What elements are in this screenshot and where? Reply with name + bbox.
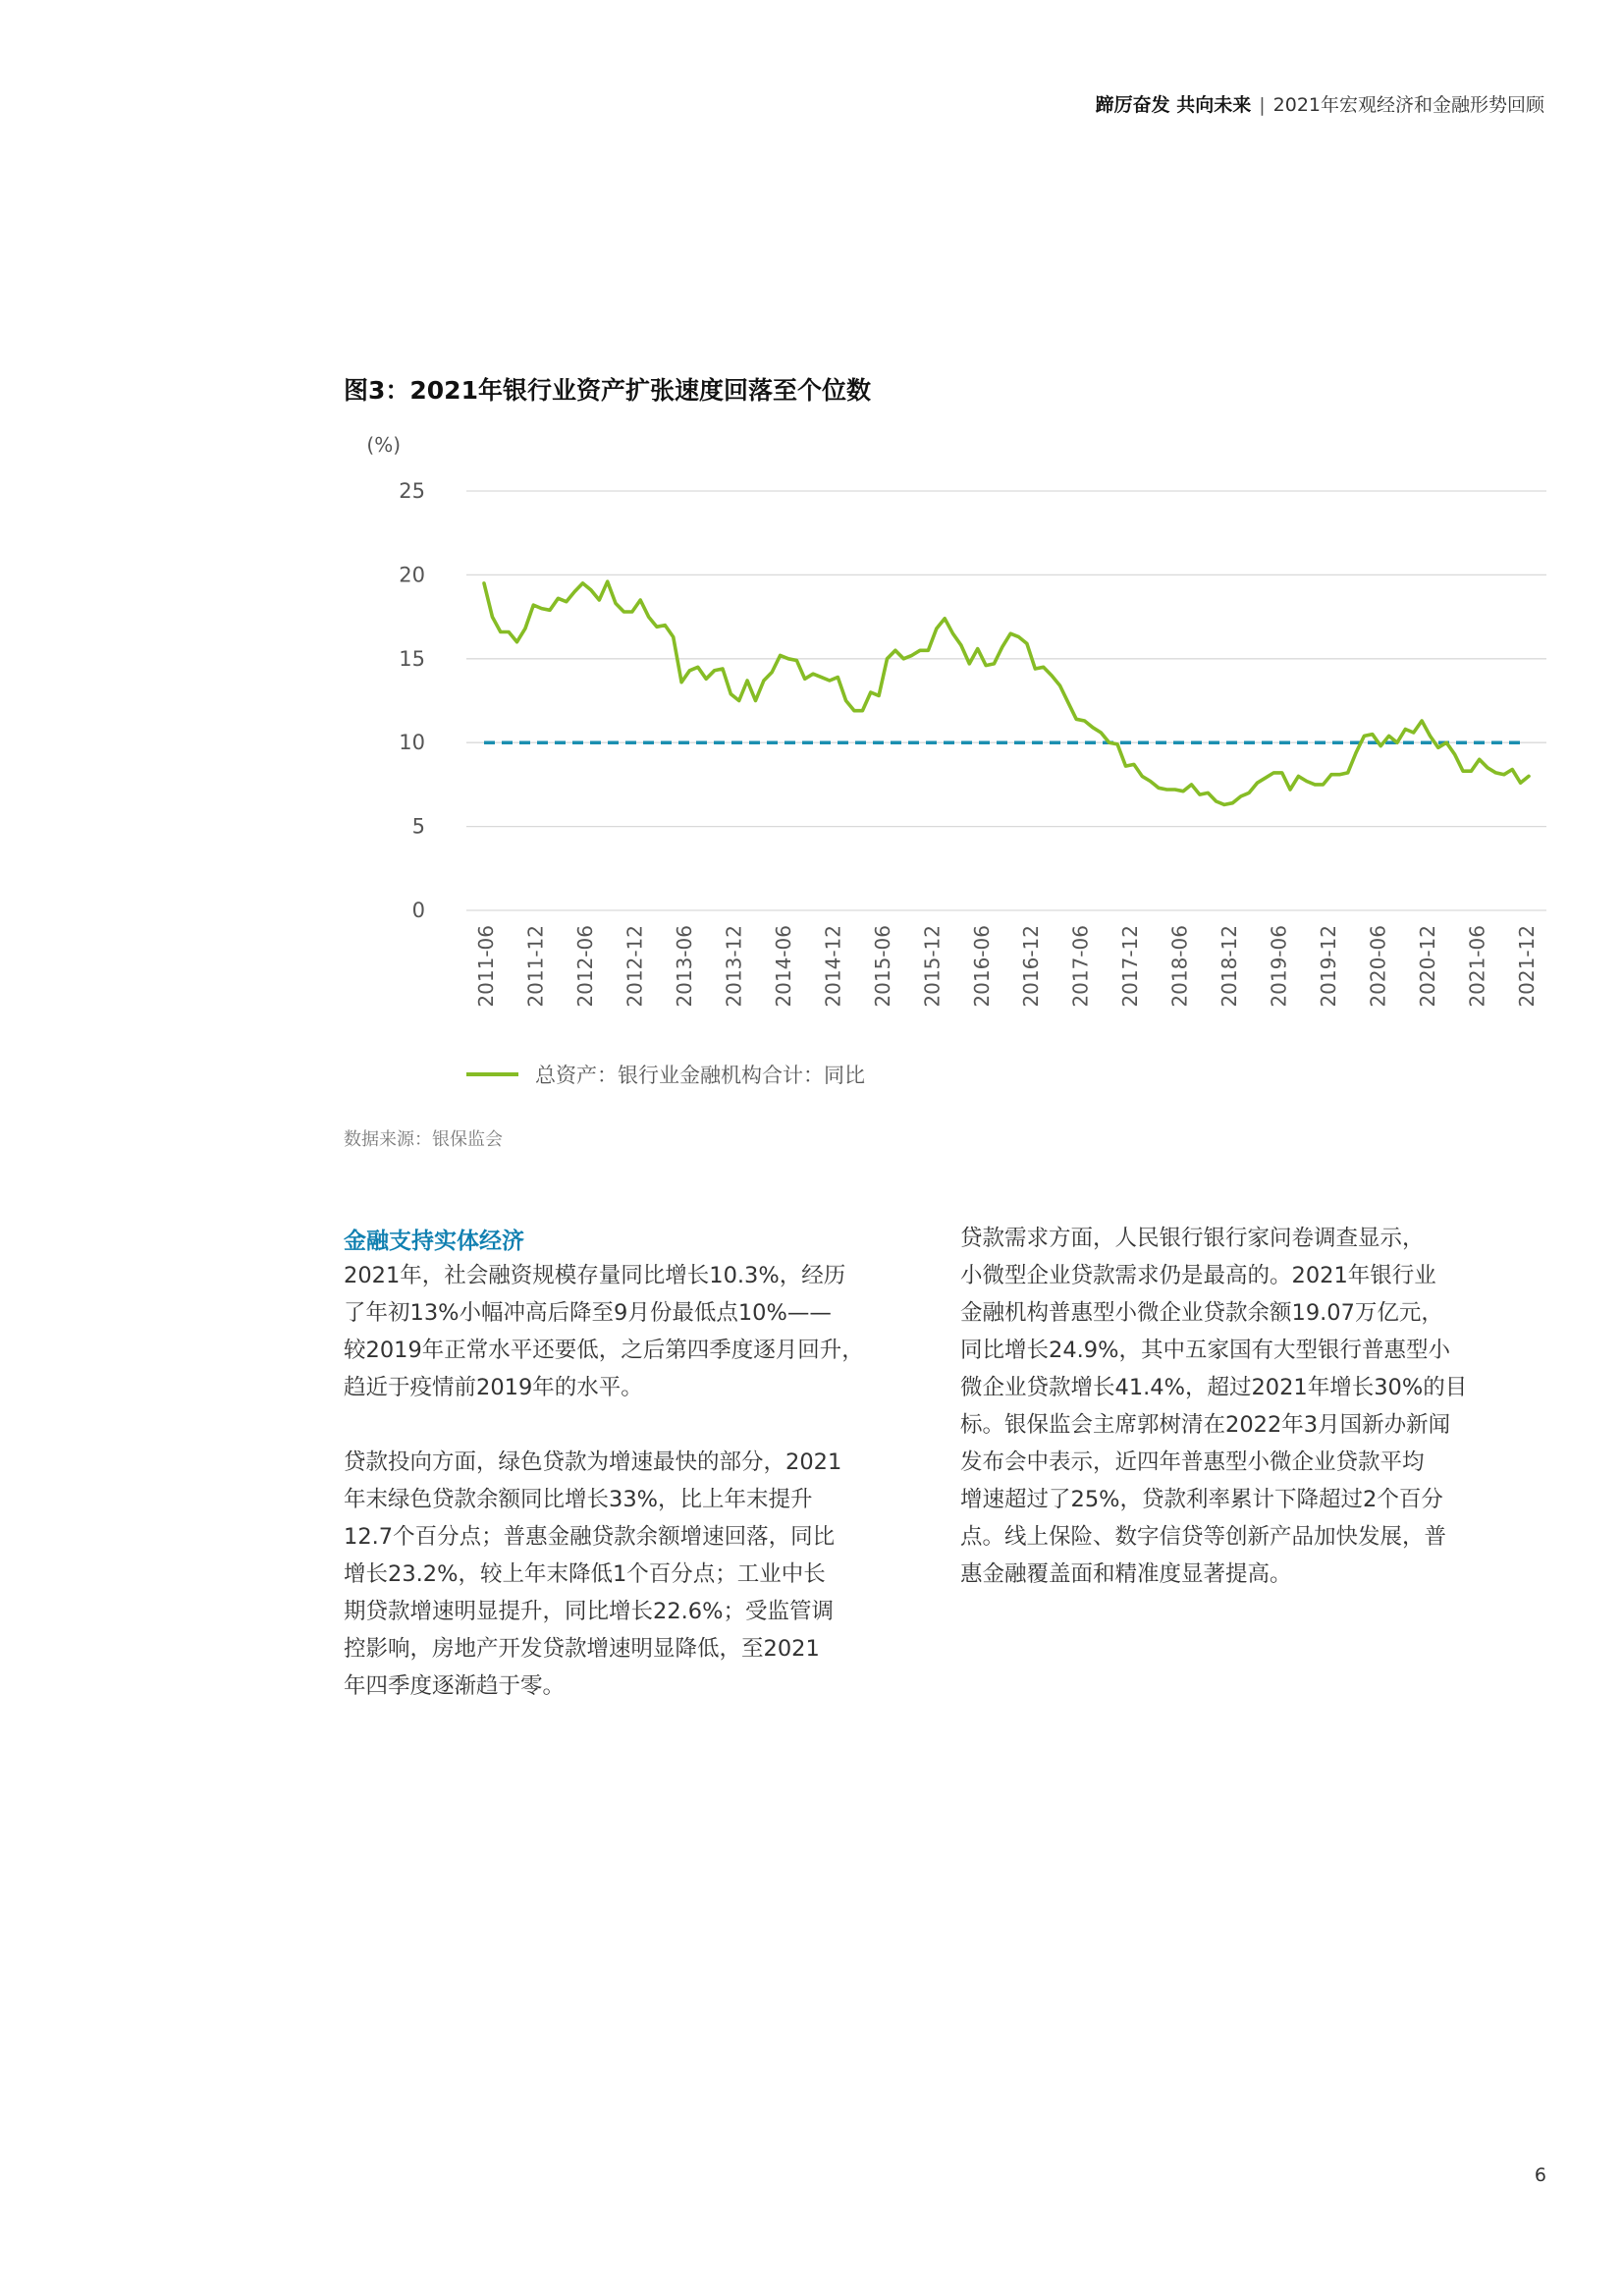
x-tick-label: 2016-06 [969, 925, 994, 1008]
text-line: 标。银保监会主席郭树清在2022年3月国新办新闻 [960, 1412, 1451, 1438]
page-header [1096, 90, 1544, 117]
y-tick-label: 25 [399, 479, 425, 503]
x-tick-label: 2018-06 [1167, 925, 1192, 1008]
y-axis-label: (%) [366, 433, 401, 457]
x-tick-label: 2018-12 [1217, 925, 1242, 1008]
x-tick-label: 2012-12 [622, 925, 647, 1008]
text-line: 年四季度逐渐趋于零。 [344, 1673, 566, 1699]
x-tick-label: 2013-12 [722, 925, 746, 1008]
x-tick-label: 2014-12 [821, 925, 845, 1008]
text-line: 较2019年正常水平还要低，之后第四季度逐月回升， [344, 1338, 864, 1363]
y-tick-label: 20 [399, 563, 425, 587]
header-separator: | [1259, 94, 1266, 116]
text-line: 年末绿色贷款余额同比增长33%，比上年末提升 [344, 1487, 813, 1512]
text-line: 点。线上保险、数字信贷等创新产品加快发展，普 [960, 1524, 1447, 1550]
text-line: 小微型企业贷款需求仍是最高的。2021年银行业 [960, 1263, 1436, 1288]
figure-title: 图3：2021年银行业资产扩张速度回落至个位数 [344, 376, 871, 405]
text-line: 12.7个百分点；普惠金融贷款余额增速回落，同比 [344, 1524, 836, 1550]
x-tick-label: 2020-06 [1366, 925, 1390, 1008]
text-line: 增速超过了25%，贷款利率累计下降超过2个百分 [960, 1487, 1443, 1512]
text-line: 期贷款增速明显提升，同比增长22.6%；受监管调 [344, 1599, 834, 1624]
header-subtitle: 2021年宏观经济和金融形势回顾 [1272, 94, 1544, 116]
text-line: 趋近于疫情前2019年的水平。 [344, 1375, 643, 1400]
y-tick-label: 15 [399, 646, 425, 671]
x-tick-label: 2017-06 [1068, 925, 1093, 1008]
series-line-total-assets [484, 581, 1529, 804]
text-line: 了年初13%小幅冲高后降至9月份最低点10%—— [344, 1300, 832, 1326]
figure-source: 数据来源：银保监会 [344, 1129, 503, 1150]
x-tick-label: 2014-06 [771, 925, 795, 1008]
x-tick-label: 2021-06 [1465, 925, 1489, 1008]
text-line: 金融机构普惠型小微企业贷款余额19.07万亿元， [960, 1300, 1443, 1326]
text-line: 增长23.2%，较上年末降低1个百分点；工业中长 [344, 1561, 826, 1587]
x-tick-label: 2015-06 [870, 925, 894, 1008]
text-line: 2021年，社会融资规模存量同比增长10.3%，经历 [344, 1263, 846, 1288]
text-line: 贷款需求方面，人民银行银行家问卷调查显示， [960, 1226, 1425, 1251]
text-line: 发布会中表示，近四年普惠型小微企业贷款平均 [960, 1449, 1425, 1475]
y-tick-label: 10 [399, 731, 425, 755]
x-tick-label: 2011-12 [523, 925, 548, 1008]
y-tick-label: 0 [411, 899, 425, 922]
x-tick-label: 2020-12 [1416, 925, 1440, 1008]
line-chart [344, 422, 1551, 1110]
x-tick-label: 2011-06 [474, 925, 498, 1008]
text-line: 同比增长24.9%，其中五家国有大型银行普惠型小 [960, 1338, 1450, 1363]
text-line: 控影响，房地产开发贷款增速明显降低，至2021 [344, 1636, 820, 1662]
left-paragraph-2 [344, 1444, 918, 1705]
text-line: 贷款投向方面，绿色贷款为增速最快的部分，2021 [344, 1449, 842, 1475]
x-tick-label: 2019-06 [1267, 925, 1291, 1008]
x-tick-label: 2016-12 [1019, 925, 1044, 1008]
x-tick-label: 2019-12 [1317, 925, 1341, 1008]
text-line: 微企业贷款增长41.4%，超过2021年增长30%的目 [960, 1375, 1468, 1400]
page-number: 6 [1534, 2164, 1546, 2186]
y-tick-label: 5 [411, 814, 425, 839]
text-line: 惠金融覆盖面和精准度显著提高。 [960, 1561, 1292, 1587]
left-paragraph-1 [344, 1257, 918, 1406]
left-text-column [344, 1257, 918, 1705]
x-tick-label: 2021-12 [1515, 925, 1539, 1008]
right-paragraph-1 [960, 1220, 1535, 1593]
right-text-column [960, 1220, 1535, 1593]
section-heading: 金融支持实体经济 [344, 1229, 524, 1254]
legend-label: 总资产：银行业金融机构合计：同比 [535, 1064, 865, 1087]
x-tick-label: 2013-06 [672, 925, 696, 1008]
x-tick-label: 2012-06 [572, 925, 597, 1008]
x-tick-label: 2017-12 [1118, 925, 1143, 1008]
x-tick-label: 2015-12 [920, 925, 945, 1008]
header-title: 蹄厉奋发 共向未来 [1095, 94, 1252, 116]
